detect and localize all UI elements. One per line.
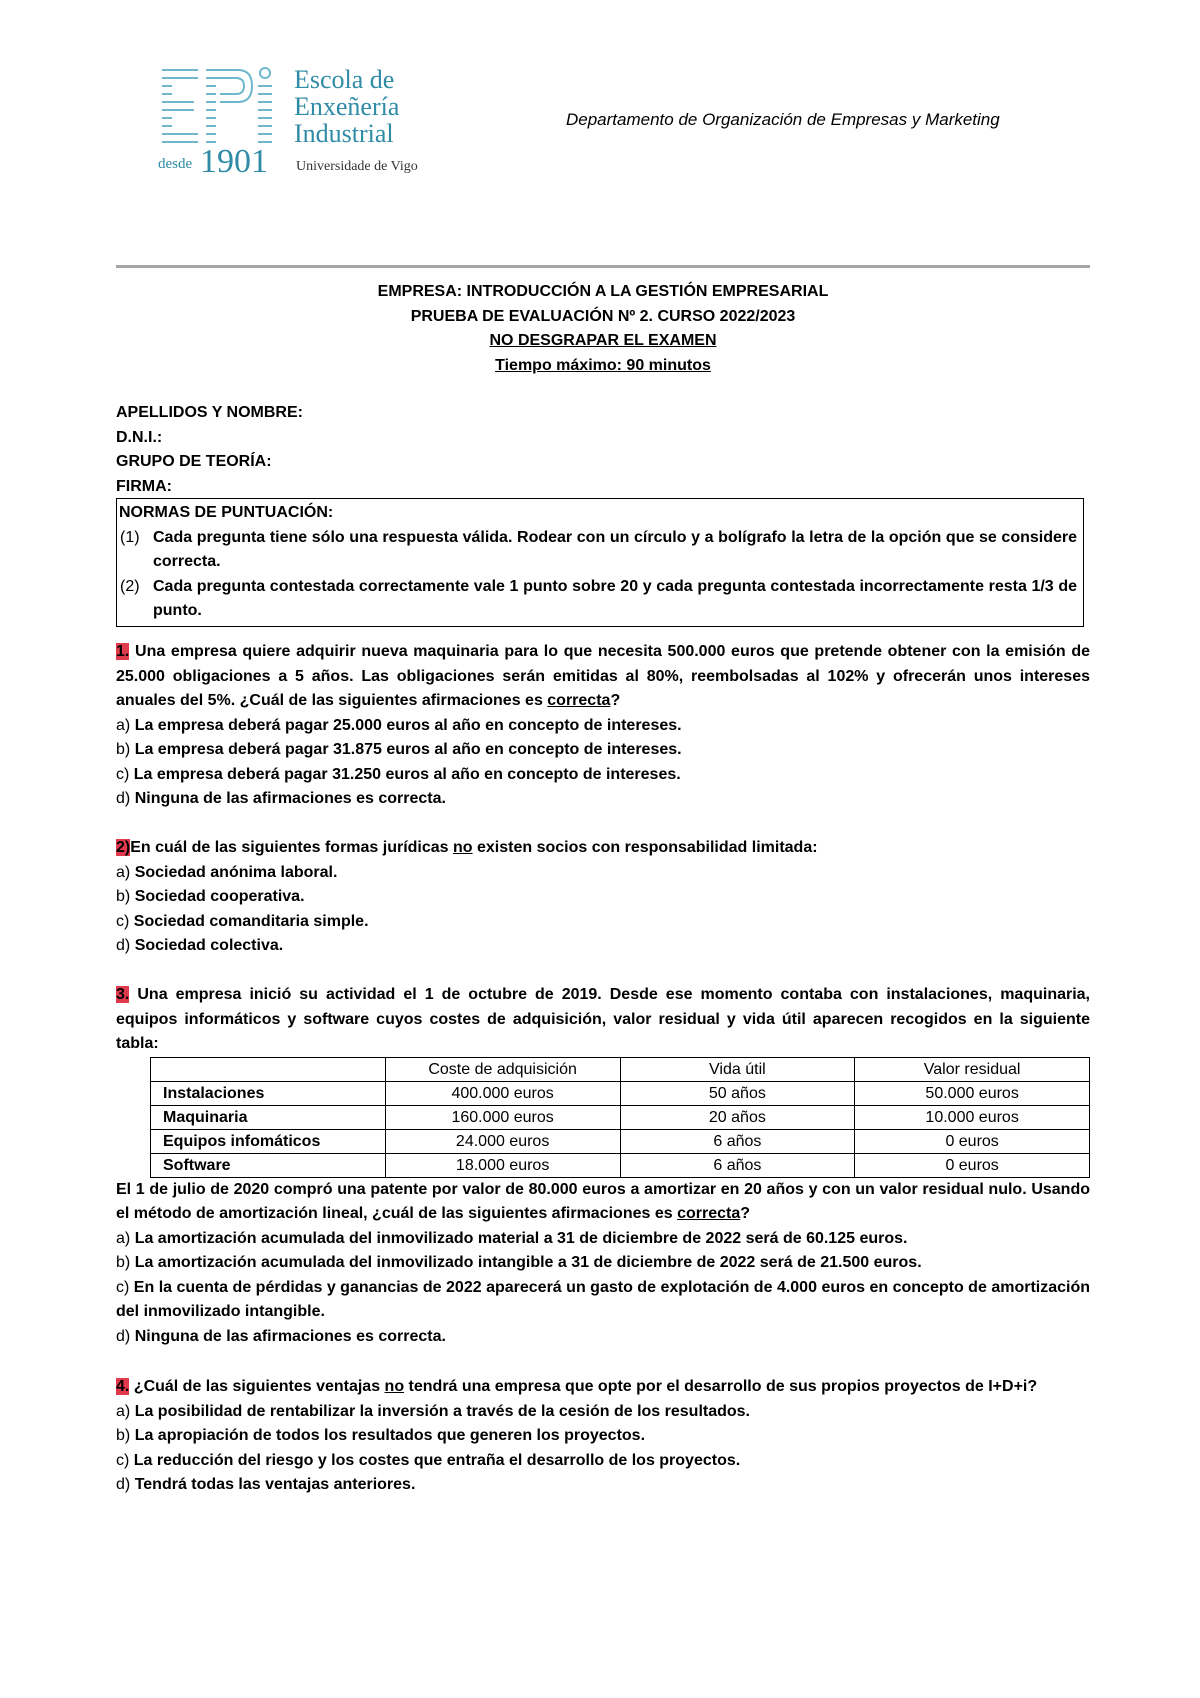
rule-number: (1)	[120, 528, 140, 546]
question-number: 3.	[116, 986, 130, 1003]
no-staple-note: NO DESGRAPAR EL EXAMEN	[489, 332, 717, 349]
option-d[interactable]: d) Tendrá todas las ventajas anteriores.	[116, 1476, 416, 1493]
assets-table	[150, 1057, 1090, 1178]
column-header: Valor residual	[855, 1057, 1090, 1081]
group-field: GRUPO DE TEORÍA:	[116, 453, 272, 470]
rule-number: (2)	[120, 577, 140, 595]
table-cell: 20 años	[620, 1105, 855, 1129]
table-cell: 0 euros	[855, 1153, 1090, 1177]
question-1-stem: 1. Una empresa quiere adquirir nueva maquinaria para lo que necesita 500.000 euros que pretende obtener con la emisión de 25.000 obligaciones a 5 años. Las obligaciones serán emitidas al 80%, reembolsadas al 102% y ofrecerán unos intereses anuales del 5%. ¿Cuál de las siguientes afirmaciones es correcta?	[116, 643, 1090, 709]
logo-desde: desde	[158, 156, 193, 172]
question-number: 2)	[116, 839, 131, 856]
table-cell: 18.000 euros	[385, 1153, 620, 1177]
table-cell: Instalaciones	[151, 1081, 386, 1105]
option-d[interactable]: d) Sociedad colectiva.	[116, 937, 284, 954]
table-cell: 24.000 euros	[385, 1129, 620, 1153]
option-c[interactable]: c) La reducción del riesgo y los costes que entraña el desarrollo de los proyectos.	[116, 1451, 741, 1469]
course-title: EMPRESA: INTRODUCCIÓN A LA GESTIÓN EMPRESARIAL	[377, 283, 829, 300]
question-3-followup: El 1 de julio de 2020 compró una patente por valor de 80.000 euros a amortizar en 20 años y con un valor residual nulo. Usando el método de amortización lineal, ¿cuál de las siguientes afirmaciones es correcta?	[116, 1180, 1090, 1222]
table-cell: 50.000 euros	[855, 1081, 1090, 1105]
question-4	[116, 1375, 1090, 1498]
time-limit: Tiempo máximo: 90 minutos	[495, 356, 711, 374]
table-cell: 10.000 euros	[855, 1105, 1090, 1129]
logo-year: 1901	[200, 143, 268, 180]
logo-name	[294, 66, 399, 147]
department-name: Departamento de Organización de Empresas y Marketing	[566, 110, 1000, 129]
question-4-stem: 4. ¿Cuál de las siguientes ventajas no tendrá una empresa que opte por el desarrollo de sus propios proyectos de I+D+i?	[116, 1378, 1038, 1395]
table-row	[151, 1129, 1090, 1153]
table-cell: Maquinaria	[151, 1105, 386, 1129]
question-number: 1.	[116, 643, 130, 660]
dni-field: D.N.I.:	[116, 428, 163, 446]
table-cell: 6 años	[620, 1129, 855, 1153]
option-c[interactable]: c) La empresa deberá pagar 31.250 euros al año en concepto de intereses.	[116, 765, 681, 783]
eei-logo-mark-icon	[158, 64, 278, 150]
column-header: Vida útil	[620, 1057, 855, 1081]
scoring-rule	[117, 526, 1083, 575]
table-cell: 160.000 euros	[385, 1105, 620, 1129]
option-a[interactable]: a) La posibilidad de rentabilizar la inversión a través de la cesión de los resultados.	[116, 1402, 750, 1420]
option-c[interactable]: c) En la cuenta de pérdidas y ganancias de 2022 aparecerá un gasto de explotación de 4.000 euros en concepto de amortización del inmovilizado intangible.	[116, 1278, 1090, 1320]
logo-university: Universidade de Vigo	[296, 159, 418, 174]
table-row	[151, 1153, 1090, 1177]
question-1	[116, 640, 1090, 812]
option-a[interactable]: a) La empresa deberá pagar 25.000 euros al año en concepto de intereses.	[116, 716, 682, 734]
scoring-rules-title: NORMAS DE PUNTUACIÓN:	[119, 504, 334, 521]
header-divider	[116, 265, 1090, 268]
question-2-stem: 2)En cuál de las siguientes formas jurídicas no existen socios con responsabilidad limitada:	[116, 839, 818, 856]
logo-line3: Industrial	[294, 119, 394, 148]
column-header	[151, 1057, 386, 1081]
option-b[interactable]: b) La apropiación de todos los resultados que generen los proyectos.	[116, 1427, 646, 1444]
exam-title: PRUEBA DE EVALUACIÓN Nº 2. CURSO 2022/2023	[410, 307, 796, 325]
signature-field: FIRMA:	[116, 477, 172, 495]
name-field: APELLIDOS Y NOMBRE:	[116, 404, 303, 421]
scoring-rules-box	[116, 498, 1084, 627]
logo-line2: Enxeñería	[294, 92, 400, 121]
table-cell: 50 años	[620, 1081, 855, 1105]
rule-text: Cada pregunta tiene sólo una respuesta válida. Rodear con un círculo y a bolígrafo la letra de la opción que se considere correcta.	[153, 528, 1077, 570]
scoring-rule	[117, 575, 1083, 624]
table-row	[151, 1105, 1090, 1129]
table-header-row	[151, 1057, 1090, 1081]
question-2	[116, 836, 1090, 959]
logo-line1: Escola de	[294, 65, 395, 94]
school-logo	[158, 64, 438, 184]
option-d[interactable]: d) Ninguna de las afirmaciones es correcta.	[116, 1327, 446, 1345]
question-number: 4.	[116, 1378, 130, 1395]
question-3-stem: 3. Una empresa inició su actividad el 1 de octubre de 2019. Desde ese momento contaba con instalaciones, maquinaria, equipos informáticos y software cuyos costes de adquisición, valor residual y vida útil aparecen recogidos en la siguiente tabla:	[116, 986, 1091, 1052]
option-c[interactable]: c) Sociedad comanditaria simple.	[116, 912, 369, 930]
table-cell: 6 años	[620, 1153, 855, 1177]
option-b[interactable]: b) Sociedad cooperativa.	[116, 888, 305, 905]
option-b[interactable]: b) La empresa deberá pagar 31.875 euros al año en concepto de intereses.	[116, 741, 682, 758]
table-cell: Software	[151, 1153, 386, 1177]
table-cell: 0 euros	[855, 1129, 1090, 1153]
option-a[interactable]: a) La amortización acumulada del inmovilizado material a 31 de diciembre de 2022 será de 60.125 euros.	[116, 1229, 908, 1247]
option-a[interactable]: a) Sociedad anónima laboral.	[116, 863, 338, 881]
column-header: Coste de adquisición	[385, 1057, 620, 1081]
question-3	[116, 983, 1090, 1349]
student-fields	[116, 401, 303, 499]
table-cell: 400.000 euros	[385, 1081, 620, 1105]
rule-text: Cada pregunta contestada correctamente vale 1 punto sobre 20 y cada pregunta contestada incorrectamente resta 1/3 de punto.	[153, 577, 1077, 619]
table-cell: Equipos infomáticos	[151, 1129, 386, 1153]
table-row	[151, 1081, 1090, 1105]
option-b[interactable]: b) La amortización acumulada del inmovilizado intangible a 31 de diciembre de 2022 será de 21.500 euros.	[116, 1254, 922, 1271]
option-d[interactable]: d) Ninguna de las afirmaciones es correcta.	[116, 790, 446, 807]
exam-header	[116, 280, 1090, 378]
